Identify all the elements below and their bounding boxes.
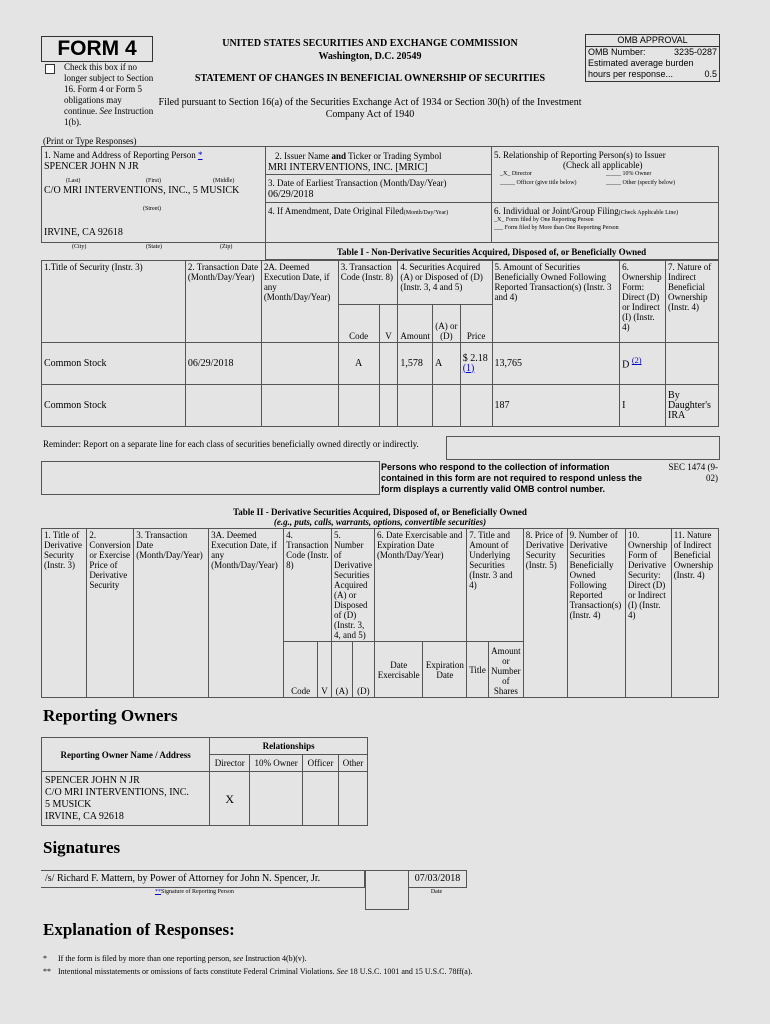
burden-label: Estimated average burden: [588, 58, 694, 68]
amendment-label-main: 4. If Amendment, Date Original Filed: [268, 206, 404, 216]
table2-subtitle: (e.g., puts, calls, warrants, options, convertible securities): [273, 517, 487, 527]
t1-r1-form: D: [622, 359, 630, 371]
no-longer-subject-checkbox[interactable]: [45, 64, 55, 74]
t2-col-form-header: 10. Ownership Form of Derivative Security: Direct (D) or Indirect (I) (Instr. 4): [626, 529, 672, 698]
joint-filing-main: 6. Individual or Joint/Group Filing: [494, 206, 619, 216]
t1-r2-date: [185, 385, 261, 427]
t1-col-date-header: 2. Transaction Date (Month/Day/Year): [185, 261, 261, 343]
t1-r1-aord: A: [432, 343, 460, 385]
note-1: [43, 954, 307, 963]
t1-r1-form-cell: [620, 343, 666, 385]
t1-r1-amount: 1,578: [398, 343, 433, 385]
sec-code: SEC 1474 (9-02): [668, 462, 718, 483]
owner10-mark: _____: [606, 171, 621, 177]
issuer-label-post: Ticker or Trading Symbol: [348, 151, 442, 161]
state-label: (State): [146, 244, 162, 250]
table-row: [42, 385, 719, 427]
amendment-label-sub: (Month/Day/Year): [403, 210, 449, 216]
footnote-1-link[interactable]: (1): [462, 362, 475, 374]
t1-r1-price: $ 2.18: [462, 352, 488, 364]
table-row: [42, 343, 719, 385]
owners-col-officer: Officer: [303, 755, 339, 772]
signature-line: [41, 870, 365, 888]
omb-number-label: OMB Number:: [588, 47, 646, 57]
reporting-person-star-link[interactable]: *: [197, 150, 203, 160]
t2-col-title-header: 1. Title of Derivative Security (Instr. 3): [42, 529, 87, 698]
owner-line-2: C/O MRI INTERVENTIONS, INC.: [45, 786, 189, 798]
other-text: Other (specify below): [622, 180, 676, 186]
owner-director-mark: X: [210, 772, 250, 826]
t2-col-code-header: 4. Transaction Code (Instr. 8): [284, 529, 332, 642]
director-mark: _X_: [500, 171, 511, 177]
relationship-check-all: (Check all applicable): [563, 160, 643, 170]
t1-col-deemed-header: 2A. Deemed Execution Date, if any (Month/Day/Year): [261, 261, 338, 343]
signature-date-box: [408, 870, 467, 888]
owner-line-1: SPENCER JOHN N JR: [45, 774, 140, 786]
t2-col-nature-header: 11. Nature of Indirect Beneficial Ownership (Instr. 4): [671, 529, 718, 698]
last-label: (Last): [66, 178, 81, 184]
t2-col-price-header: 8. Price of Derivative Security (Instr. 5): [523, 529, 567, 698]
t2-col-owned-header: 9. Number of Derivative Securities Beneficially Owned Following Reported Transaction(s) (Instr. 4): [567, 529, 625, 698]
joint-filing-label: [494, 206, 678, 216]
t2-sub-code: Code: [284, 642, 318, 698]
note-2-post: 18 U.S.C. 1001 and 15 U.S.C. 78ff(a).: [349, 967, 473, 976]
checkbox-text: Check this box if no longer subject to Section 16. Form 4 or Form 5 obligations may continue.: [64, 62, 154, 116]
table-row: [42, 772, 368, 826]
t2-col-underlying-header: 7. Title and Amount of Underlying Securities (Instr. 3 and 4): [467, 529, 524, 642]
omb-number: 3235-0287: [673, 47, 717, 57]
reporting-person-street: C/O MRI INTERVENTIONS, INC., 5 MUSICK: [44, 185, 240, 196]
officer-option[interactable]: [500, 180, 577, 186]
t1-sub-v: V: [379, 305, 398, 343]
earliest-date-value: 06/29/2018: [268, 189, 314, 200]
t2-sub-date-ex: Date Exercisable: [374, 642, 423, 698]
owners-col-owner10: 10% Owner: [250, 755, 303, 772]
t1-r1-deemed: [261, 343, 338, 385]
owners-col-name: Reporting Owner Name / Address: [42, 738, 210, 772]
amendment-label: [268, 206, 448, 216]
owner-other-mark: [338, 772, 367, 826]
checkbox-instr: Instruction 1(b).: [64, 106, 154, 127]
print-type-note: (Print or Type Responses): [43, 136, 137, 146]
t2-sub-exp: Expiration Date: [423, 642, 467, 698]
joint-filing-sub: (Check Applicable Line): [618, 210, 679, 216]
signature-caption: [155, 889, 234, 895]
note-2-see: See: [336, 967, 348, 976]
t1-col-nature-header: 7. Nature of Indirect Beneficial Ownership (Instr. 4): [666, 261, 719, 343]
t2-col-date-header: 3. Transaction Date (Month/Day/Year): [134, 529, 209, 698]
first-label: (First): [146, 178, 161, 184]
signer-name: /s/ Richard F. Mattern, by Power of Attorney for John N. Spencer, Jr.: [45, 873, 321, 884]
t1-r1-nature: [666, 343, 719, 385]
reminder-box: [446, 436, 720, 460]
zip-label: (Zip): [220, 244, 233, 250]
t1-r2-amount: [398, 385, 433, 427]
t2-col-number-header: 5. Number of Derivative Securities Acquired (A) or Disposed of (D) (Instr. 3, 4, and 5): [331, 529, 374, 642]
explanation-heading: Explanation of Responses:: [43, 920, 235, 939]
note-1-see: see: [233, 954, 244, 963]
owners-col-other: Other: [338, 755, 367, 772]
t2-sub-amount: Amount or Number of Shares: [488, 642, 523, 698]
persons-notice: Persons who respond to the collection of information contained in this form are not required to respond unless the form displays a currently valid OMB control number.: [381, 462, 643, 494]
footnote-2-link[interactable]: (2): [631, 356, 642, 366]
filed-pursuant: Filed pursuant to Section 16(a) of the Securities Exchange Act of 1934 or Section 30(h) of the Investment Company Act of 1940: [158, 97, 582, 120]
t1-r2-title: Common Stock: [42, 385, 186, 427]
form-label: FORM 4: [41, 36, 153, 62]
note-2-pre: Intentional misstatements or omissions of facts constitute Federal Criminal Violations.: [58, 967, 335, 976]
signature-label: Signature of Reporting Person: [161, 889, 234, 895]
t1-sub-amount: Amount: [398, 305, 433, 343]
street-label: (Street): [143, 206, 161, 212]
table1-title: Table I - Non-Derivative Securities Acquired, Disposed of, or Beneficially Owned: [336, 247, 647, 257]
issuer-label: [275, 151, 442, 161]
t1-sub-price: Price: [460, 305, 492, 343]
reporting-person-label: [44, 150, 202, 160]
issuer-label-pre: 2. Issuer Name: [275, 151, 330, 161]
reporting-person-city: IRVINE, CA 92618: [44, 227, 123, 238]
owner-officer-mark: [303, 772, 339, 826]
omb-title: OMB APPROVAL: [586, 35, 719, 47]
t1-r1-title: Common Stock: [42, 343, 186, 385]
note-1-post: Instruction 4(b)(v).: [245, 954, 307, 963]
hours-label: hours per response...: [588, 69, 674, 79]
officer-mark: _____: [500, 180, 515, 186]
note-1-mark: *: [43, 954, 47, 963]
agency-title: UNITED STATES SECURITIES AND EXCHANGE COMMISSION: [222, 38, 518, 49]
hours-value: 0.5: [704, 69, 717, 79]
agency-city: Washington, D.C. 20549: [318, 51, 422, 62]
owner10-text: 10% Owner: [622, 171, 652, 177]
checkbox-see: See: [99, 106, 112, 116]
t1-r1-code: A: [338, 343, 379, 385]
t1-r1-owned: 13,765: [492, 343, 620, 385]
t1-r2-aord: [432, 385, 460, 427]
t1-col-securities-header: 4. Securities Acquired (A) or Disposed of (D) (Instr. 3, 4 and 5): [398, 261, 492, 305]
table2-title: Table II - Derivative Securities Acquired, Disposed of, or Beneficially Owned: [233, 507, 527, 517]
owner-line-3: 5 MUSICK: [45, 798, 92, 810]
owners-col-director: Director: [210, 755, 250, 772]
officer-text: Officer (give title below): [516, 180, 577, 186]
t1-r1-price-cell: [460, 343, 492, 385]
statement-title: STATEMENT OF CHANGES IN BENEFICIAL OWNERSHIP OF SECURITIES: [194, 73, 546, 84]
issuer-label-and: and: [331, 151, 346, 161]
t2-sub-a: (A): [331, 642, 352, 698]
t2-col-exercisable-header: 6. Date Exercisable and Expiration Date (Month/Day/Year): [374, 529, 466, 642]
date-caption: Date: [430, 889, 443, 895]
t1-r1-date: 06/29/2018: [185, 343, 261, 385]
t1-r2-v: [379, 385, 398, 427]
signature-spacer-box: [365, 870, 409, 910]
t1-col-amount-owned-header: 5. Amount of Securities Beneficially Owned Following Reported Transaction(s) (Instr. 3 and 4): [492, 261, 620, 343]
relationship-label: 5. Relationship of Reporting Person(s) to Issuer: [494, 150, 666, 160]
signature-date: 07/03/2018: [414, 873, 461, 884]
left-blank-box: [41, 461, 380, 495]
t2-sub-title: Title: [467, 642, 489, 698]
owner-owner10-mark: [250, 772, 303, 826]
table2-derivative: [41, 528, 719, 698]
reminder-text: Reminder: Report on a separate line for each class of securities beneficially owned directly or indirectly.: [43, 439, 419, 449]
note-2: [43, 967, 473, 976]
other-mark: _____: [606, 180, 621, 186]
t1-r2-nature: By Daughter's IRA: [666, 385, 719, 427]
middle-label: (Middle): [213, 178, 235, 184]
joint-filing-more[interactable]: ___ Form filed by More than One Reporting Person: [494, 225, 619, 231]
reporting-owners-heading: Reporting Owners: [43, 706, 178, 725]
signatures-heading: Signatures: [43, 838, 121, 857]
signature-star-link[interactable]: **: [155, 889, 161, 895]
t1-r1-v: [379, 343, 398, 385]
t1-col-code-header: 3. Transaction Code (Instr. 8): [338, 261, 398, 305]
t1-col-ownership-form-header: 6. Ownership Form: Direct (D) or Indirect (I) (Instr. 4): [620, 261, 666, 343]
checkbox-label: [64, 62, 154, 128]
issuer-value: MRI INTERVENTIONS, INC. [MRIC]: [268, 162, 428, 173]
t2-sub-v: V: [318, 642, 332, 698]
t1-sub-code: Code: [338, 305, 379, 343]
city-label: (City): [72, 244, 87, 250]
note-2-mark: **: [43, 967, 51, 976]
joint-filing-one[interactable]: _X_ Form filed by One Reporting Person: [494, 217, 594, 223]
t1-col-title-header: 1.Title of Security (Instr. 3): [42, 261, 186, 343]
t1-r2-owned: 187: [492, 385, 620, 427]
owner10-option[interactable]: [606, 171, 651, 177]
t1-r2-deemed: [261, 385, 338, 427]
t1-r2-price: [460, 385, 492, 427]
omb-approval-box: [585, 34, 720, 82]
t2-col-deemed-header: 3A. Deemed Execution Date, if any (Month/Day/Year): [209, 529, 284, 698]
owner-address: [42, 772, 210, 826]
reporting-owners-table: [41, 737, 368, 826]
t2-sub-d: (D): [352, 642, 374, 698]
director-option[interactable]: [500, 171, 532, 177]
t2-col-conversion-header: 2. Conversion or Exercise Price of Derivative Security: [87, 529, 134, 698]
table1-nonderivative: [41, 260, 719, 427]
owner-line-4: IRVINE, CA 92618: [45, 810, 124, 822]
director-text: Director: [511, 171, 532, 177]
t1-sub-aord: (A) or (D): [432, 305, 460, 343]
note-1-pre: If the form is filed by more than one reporting person,: [58, 954, 232, 963]
box1-label: 1. Name and Address of Reporting Person: [44, 150, 196, 160]
t1-r2-form: I: [620, 385, 666, 427]
other-option[interactable]: [606, 180, 675, 186]
earliest-date-label: 3. Date of Earliest Transaction (Month/Day/Year): [268, 178, 447, 188]
reporting-person-name: SPENCER JOHN N JR: [44, 161, 139, 172]
t1-r2-code: [338, 385, 379, 427]
owners-col-relationships: Relationships: [210, 738, 368, 755]
